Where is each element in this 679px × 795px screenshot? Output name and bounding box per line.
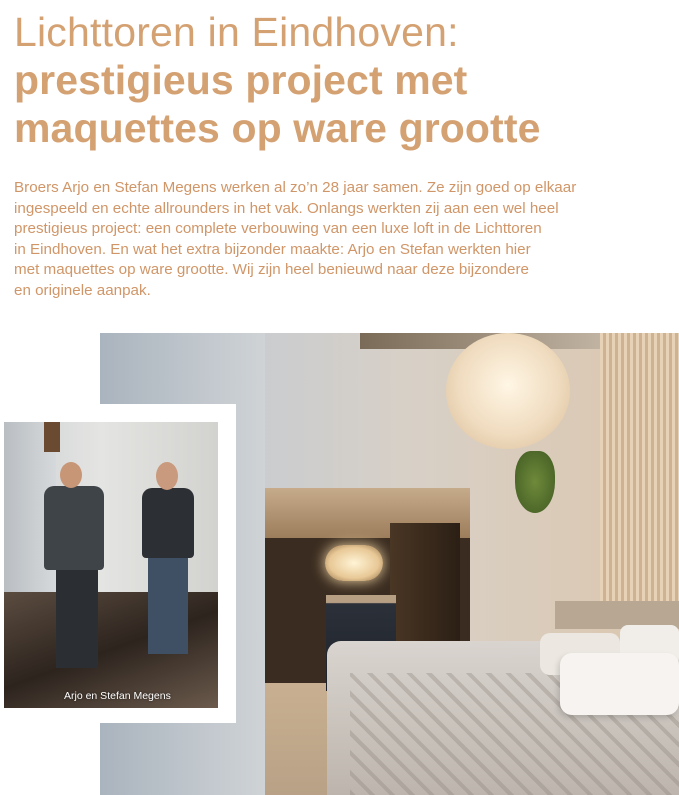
person-arjo-head	[60, 462, 82, 488]
person-arjo	[44, 486, 104, 570]
title-line-1: Lichttoren in Eindhoven:	[14, 9, 459, 55]
person-stefan-head	[156, 462, 178, 490]
portrait-doorframe	[44, 422, 60, 452]
pendant-lamp	[446, 333, 570, 449]
macrame-wall-hanging	[600, 333, 679, 623]
photo-caption: Arjo en Stefan Megens	[64, 690, 171, 702]
pillow	[560, 653, 679, 715]
person-stefan-legs	[148, 554, 188, 654]
person-stefan	[142, 488, 194, 558]
portrait-photo-frame	[0, 404, 236, 723]
person-arjo-legs	[56, 566, 98, 668]
article-title	[14, 8, 674, 152]
hanging-plant	[515, 451, 555, 513]
article-intro: Broers Arjo en Stefan Megens werken al zo’n 28 jaar samen. Ze zijn goed op elkaar ingespeeld en echte allrounders in het vak. Onlangs werkten zij aan een wel heel prestigieus project: een complete verbouwing van een luxe loft in de Lichttoren in Eindhoven. En wat het extra bijzonder maakte: Arjo en Stefan werkten hier met maquettes op ware grootte. Wij zijn heel benieuwd naar deze bijzondere en originele aanpak.	[14, 179, 577, 299]
title-line-3: maquettes op ware grootte	[14, 105, 541, 151]
title-line-2: prestigieus project met	[14, 57, 468, 103]
portrait-photo	[4, 422, 218, 708]
illuminated-mirror	[325, 545, 383, 581]
